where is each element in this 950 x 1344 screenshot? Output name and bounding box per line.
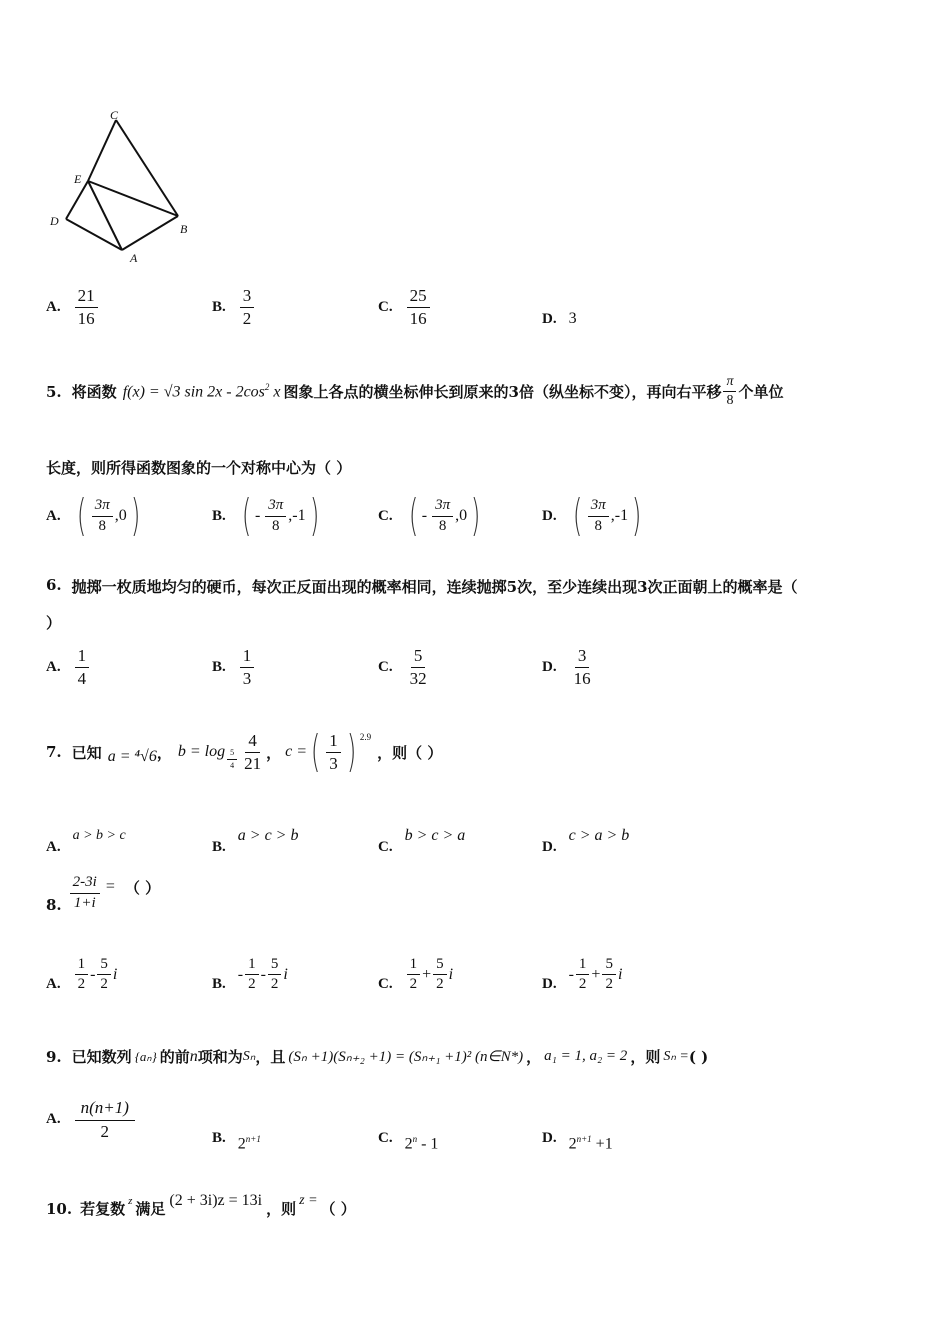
question-5 — [46, 374, 784, 409]
fraction — [407, 286, 430, 328]
option-label: A. — [46, 658, 61, 675]
complex-fraction: $\frac{2-3i}{1+i}$ — [70, 874, 100, 912]
question-text: 图象上各点的横坐标伸长到原来的3倍（纵坐标不变），再向右平移 — [283, 383, 722, 402]
question-9 — [46, 1046, 708, 1067]
segment-ed — [66, 181, 88, 219]
a-expression: a = ⁴√6 — [107, 748, 157, 765]
q7-option-b[interactable] — [212, 815, 298, 856]
option-value: a > c > b — [237, 826, 299, 844]
option-value: c > a > b — [568, 826, 630, 844]
question-number: 5. — [46, 382, 62, 401]
q4-option-c[interactable] — [378, 286, 432, 328]
option-value: 3 — [568, 310, 577, 327]
q5-option-b[interactable] — [212, 490, 323, 541]
coordinate-pair: ( $\frac{3\pi}{8}$ ,0 ) — [76, 490, 141, 541]
numerator: 25 — [407, 286, 430, 308]
segment-eb — [88, 181, 178, 216]
option-label: C. — [378, 658, 393, 675]
question-text: 已知 — [71, 743, 102, 762]
c-exponent: 2.9 — [359, 732, 372, 742]
c-base: ( $\frac{1}{3}$ ) — [310, 726, 356, 777]
fraction: $\frac{5}{32}$ — [409, 646, 427, 688]
q4-option-a[interactable] — [46, 286, 100, 328]
q6-option-c[interactable] — [378, 646, 432, 688]
c-expression: c = — [285, 743, 308, 760]
option-label: C. — [378, 976, 393, 993]
question-text: ，则 — [630, 1048, 661, 1066]
question-text: ，则（ ） — [377, 743, 443, 762]
q6-option-a[interactable] — [46, 646, 91, 688]
q7-option-a[interactable] — [46, 815, 126, 856]
question-text: 若复数 — [80, 1200, 126, 1218]
denominator: 16 — [77, 308, 95, 328]
fraction: $\frac{3}{16}$ — [573, 646, 591, 688]
log-base-fraction: $\frac{5}{4}$ — [227, 748, 237, 769]
fraction — [240, 286, 255, 328]
option-label: C. — [378, 298, 393, 315]
question-10 — [46, 1182, 356, 1219]
question-text: ，且 — [255, 1048, 286, 1066]
q9-option-c[interactable] — [378, 1124, 438, 1153]
option-label: B. — [212, 507, 226, 524]
q5-option-c[interactable] — [378, 490, 484, 541]
denominator: 16 — [409, 308, 427, 328]
question-text: ，则 — [266, 1200, 297, 1218]
option-label: B. — [212, 658, 226, 675]
question-number: 9. — [46, 1047, 62, 1066]
option-label: B. — [212, 976, 226, 993]
power-expression: $2^{n+1} +1$ — [568, 1134, 613, 1153]
option-label: C. — [378, 839, 393, 855]
question-number: 8. — [46, 896, 62, 914]
q9-option-d[interactable] — [542, 1124, 613, 1153]
option-label: B. — [212, 298, 226, 315]
sequence-symbol: {aₙ} — [134, 1048, 157, 1064]
coordinate-pair: ( - $\frac{3\pi}{8}$ ,-1 ) — [241, 490, 319, 541]
q8-option-a[interactable]: A. $\frac{1}{2}$ - $\frac{5}{2}$ i — [46, 956, 118, 993]
fraction: $\frac{1}{4}$ — [75, 646, 90, 688]
question-number: 6. — [46, 576, 62, 594]
point-label-b: B — [180, 222, 188, 236]
asked-expression: Sₙ = — [663, 1049, 689, 1064]
fraction: $\frac{n(n+1)}{2}$ — [75, 1098, 135, 1141]
question-text: 已知数列 — [71, 1048, 132, 1066]
q8-option-b[interactable]: B. - $\frac{1}{2}$ - $\frac{5}{2}$ i — [212, 956, 288, 993]
option-label: D. — [542, 658, 557, 675]
question-number: 7. — [46, 743, 62, 761]
option-label: B. — [212, 1130, 226, 1147]
option-label: A. — [46, 507, 61, 524]
option-label: D. — [542, 976, 557, 993]
q8-option-d[interactable]: D. - $\frac{1}{2}$ + $\frac{5}{2}$ i — [542, 956, 623, 993]
question-text: 个单位 — [738, 383, 784, 402]
shift-fraction: $\frac{\pi}{8}$ — [723, 374, 736, 409]
asked-expression: z = — [299, 1192, 318, 1208]
power-expression: 2$^n$ - 1 — [404, 1134, 439, 1153]
denominator: 2 — [242, 308, 252, 328]
separator: ， — [156, 743, 172, 762]
option-label: D. — [542, 1130, 557, 1147]
option-label: B. — [212, 839, 226, 855]
numerator: 3 — [240, 286, 255, 308]
question-text: 将函数 — [71, 383, 117, 402]
triangle-figure — [40, 105, 210, 270]
equals-sign: = — [105, 878, 115, 895]
initial-values: a₁ = 1, a₂ = 2 — [544, 1048, 628, 1064]
coordinate-pair: ( $\frac{3\pi}{8}$ ,-1 ) — [572, 490, 642, 541]
q7-option-c[interactable] — [378, 815, 465, 856]
q4-option-b[interactable] — [212, 286, 256, 328]
fraction — [75, 286, 98, 328]
question-text: （ ） — [320, 1200, 356, 1218]
numerator: 21 — [75, 286, 98, 308]
q6-option-d[interactable] — [542, 646, 596, 688]
q4-option-d[interactable] — [542, 310, 577, 328]
sum-symbol: Sₙ — [242, 1049, 256, 1064]
fraction: $\frac{1}{3}$ — [240, 646, 255, 688]
option-value: a > b > c — [72, 827, 126, 843]
segment-cb — [116, 120, 178, 216]
b-expression: b = log — [177, 743, 226, 760]
option-label: D. — [542, 310, 557, 327]
variable-z: z — [128, 1194, 133, 1207]
segment-ce — [88, 120, 116, 181]
variable-n: n — [189, 1047, 198, 1065]
point-label-a: A — [130, 251, 138, 265]
q9-option-b[interactable] — [212, 1124, 261, 1153]
option-label: D. — [542, 507, 557, 524]
question-7 — [46, 726, 443, 777]
option-value: b > c > a — [404, 826, 466, 844]
q6-option-b[interactable] — [212, 646, 256, 688]
question-5-line-2: 长度，则所得函数图象的一个对称中心为（ ） — [46, 459, 352, 477]
q9-option-a[interactable] — [46, 1098, 137, 1141]
question-8 — [46, 872, 160, 914]
option-label: C. — [378, 507, 393, 524]
segment-ab — [122, 216, 178, 250]
option-label: A. — [46, 976, 61, 993]
question-text: ( ) — [688, 1047, 709, 1066]
power-expression: $2^{n+1}$ — [237, 1134, 261, 1153]
option-label: A. — [46, 839, 61, 855]
point-label-d: D — [50, 214, 59, 228]
option-label: A. — [46, 298, 61, 315]
question-text: 项和为 — [197, 1048, 243, 1066]
q5-option-d[interactable] — [542, 490, 645, 541]
separator: ， — [526, 1048, 542, 1066]
log-argument-fraction: $\frac{4}{21}$ — [244, 730, 262, 773]
question-text: （ ） — [124, 878, 161, 897]
option-label: A. — [46, 1111, 61, 1128]
question-text: 的前 — [159, 1048, 190, 1066]
question-6-line-2: ） — [46, 614, 62, 632]
separator: ， — [266, 743, 282, 762]
option-label: D. — [542, 839, 557, 855]
q8-option-c[interactable]: C. $\frac{1}{2}$ + $\frac{5}{2}$ i — [378, 956, 454, 993]
option-label: C. — [378, 1130, 393, 1147]
q5-option-a[interactable] — [46, 490, 144, 541]
complex-equation: (2 + 3i)z = 13i — [169, 1191, 263, 1209]
question-text: 满足 — [135, 1200, 166, 1218]
point-label-c: C — [110, 108, 119, 122]
point-label-e: E — [74, 172, 82, 186]
function-expression: f(x) = √3 $\sin 2x - 2\cos^2$ x — [122, 381, 281, 401]
coordinate-pair: ( - $\frac{3\pi}{8}$ ,0 ) — [408, 490, 481, 541]
question-text: 抛掷一枚质地均匀的硬币，每次正反面出现的概率相同，连续抛掷5次，至少连续出现3次正面朝上的概率是（ — [71, 578, 798, 596]
question-number: 10. — [46, 1199, 73, 1218]
question-6 — [46, 576, 798, 597]
q7-option-d[interactable] — [542, 815, 629, 856]
recurrence-relation: (Sₙ +1)(Sₙ₊₂ +1) = (Sₙ₊₁ +1)² (n∈N*) — [288, 1049, 524, 1065]
